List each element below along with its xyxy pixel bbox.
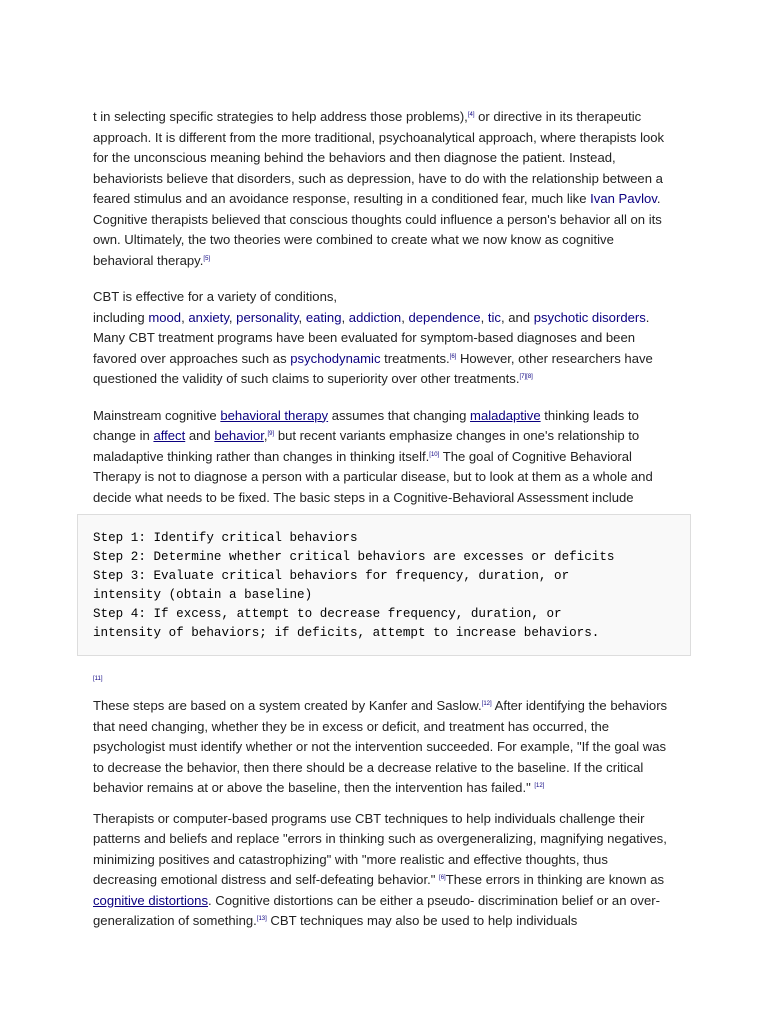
article-body <box>93 107 675 508</box>
text-span: or directive in its therapeutic approach. It is different from the more traditional, psychoanalytical approach, where therapists look for the unconscious meaning behind the behaviors and then diagnose the patient. Instead, behaviorists believe that disorders, such as depression, have to do with the relationship between a feared stimulus and an avoidance response, resulting in a conditioned fear, much like <box>93 109 665 206</box>
text-span: t in selecting specific strategies to help address those problems), <box>93 109 468 124</box>
step-line: intensity (obtain a baseline) <box>93 588 313 602</box>
text-span: CBT techniques may also be used to help individuals <box>266 913 578 928</box>
text-span: assumes that changing <box>328 407 471 423</box>
paragraph-kanfer-saslow <box>93 696 675 799</box>
link-dependence[interactable]: dependence <box>408 309 481 325</box>
link-mood[interactable]: mood <box>148 309 182 325</box>
text-span: , <box>263 428 268 443</box>
reference-link[interactable]: [4] <box>467 112 475 118</box>
paragraph-conditions: CBT is effective for a variety of conditions, including mood, anxiety, personality, eating, addiction, dependence, tic, and psychotic disorders. Many CBT treatment programs have been evaluated for symptom-based diagnoses and been favored over approaches such as psychodynamic treatments.[6] However, other researchers have questioned the validity of such claims to superiority over other treatments.[7][8] <box>93 289 653 386</box>
step-line: Step 3: Evaluate critical behaviors for frequency, duration, or <box>93 569 570 583</box>
step-line: Step 4: If excess, attempt to decrease frequency, duration, or <box>93 607 562 621</box>
text-span: These steps are based on a system created by Kanfer and Saslow. <box>93 698 482 713</box>
link-personality[interactable]: personality <box>236 309 299 325</box>
reference-link[interactable]: [12] <box>534 783 545 789</box>
assessment-steps-code <box>93 529 614 643</box>
reference-link[interactable]: [6] <box>439 875 446 881</box>
article-body-lower <box>93 696 675 932</box>
paragraph-mainstream <box>93 406 675 509</box>
link-tic[interactable]: tic <box>487 309 501 325</box>
assessment-steps-box <box>77 514 691 656</box>
text-span: . Cognitive therapists believed that conscious thoughts could influence a person's behavior all on its own. Ultimately, the two theories were combined to create what we now know as cognitive behavioral therapy. <box>93 191 662 268</box>
reference-link[interactable]: [5] <box>203 255 211 262</box>
text-span: CBT is effective for a variety of conditions, <box>93 289 338 304</box>
text-span: . Cognitive distortions can be either a pseudo- discrimination belief or an over-generalization of something. <box>93 892 660 928</box>
link-ivan-pavlov[interactable]: Ivan Pavlov <box>590 191 657 206</box>
link-cognitive-distortions[interactable]: cognitive distortions <box>93 892 208 908</box>
link-psychotic-disorders[interactable]: psychotic disorders <box>533 309 646 325</box>
step-line: Step 1: Identify critical behaviors <box>93 531 358 545</box>
step-line: Step 2: Determine whether critical behaviors are excesses or deficits <box>93 550 615 564</box>
paragraph-techniques <box>93 809 675 932</box>
link-affect[interactable]: affect <box>153 428 186 443</box>
reference-link[interactable]: [10] <box>429 451 440 458</box>
text-span: Mainstream cognitive <box>93 407 221 423</box>
link-anxiety[interactable]: anxiety <box>188 309 229 325</box>
step-line: intensity of behaviors; if deficits, attempt to increase behaviors. <box>93 626 600 640</box>
text-span: Therapists or computer-based programs use CBT techniques to help individuals challenge their patterns and beliefs and replace "errors in thinking such as overgeneralizing, magnifying negatives, minimizing positives and catastrophizing" with "more realistic and effective thoughts, thus decreasing emotional distress and self-defeating behavior." <box>93 810 667 887</box>
text-span: but recent variants emphasize changes in one's relationship to maladaptive thinking rather than changes in thinking itself. <box>93 428 640 464</box>
paragraph-approach <box>93 107 675 271</box>
steps-reference <box>93 672 103 690</box>
link-eating[interactable]: eating <box>305 309 342 325</box>
text-span: treatments. <box>380 350 450 366</box>
text-span: thinking leads to change in <box>93 407 639 443</box>
reference-link[interactable]: [7][8] <box>519 374 533 380</box>
link-psychodynamic[interactable]: psychodynamic <box>290 350 381 366</box>
link-behavioral-therapy[interactable]: behavioral therapy <box>220 407 329 423</box>
text-span: After identifying the behaviors that need changing, whether they be in excess or deficit, and treatment has occurred, the psychologist must identify whether or not the intervention succeeded. For example, "If the goal was to decrease the behavior, then there should be a decrease relative to the baseline. If the critical behavior remains at or above the baseline, then the intervention has failed." <box>93 698 668 795</box>
reference-link[interactable]: [12] <box>481 701 492 707</box>
link-maladaptive[interactable]: maladaptive <box>470 407 541 423</box>
text-span: , and <box>500 309 534 325</box>
link-behavior[interactable]: behavior <box>214 428 264 443</box>
reference-link[interactable]: [9] <box>267 431 275 437</box>
text-span: The goal of Cognitive Behavioral Therapy is not to diagnose a person with a particular disease, but to look at them as a whole and decide what needs to be fixed. The basic steps in a Cognitive-Behavioral Assessment include <box>93 448 653 505</box>
text-span: These errors in thinking are known as <box>445 872 665 887</box>
text-span: and <box>185 428 215 443</box>
reference-link[interactable]: [13] <box>256 916 267 922</box>
text-span: . Many CBT treatment programs have been evaluated for symptom-based diagnoses and been favored over approaches such as <box>93 309 650 366</box>
link-addiction[interactable]: addiction <box>348 309 402 325</box>
reference-link[interactable]: [6] <box>449 353 457 360</box>
reference-link[interactable]: [11] <box>93 676 103 682</box>
text-span: including <box>93 309 149 325</box>
text-span: However, other researchers have questioned the validity of such claims to superiority over other treatments. <box>93 350 653 386</box>
